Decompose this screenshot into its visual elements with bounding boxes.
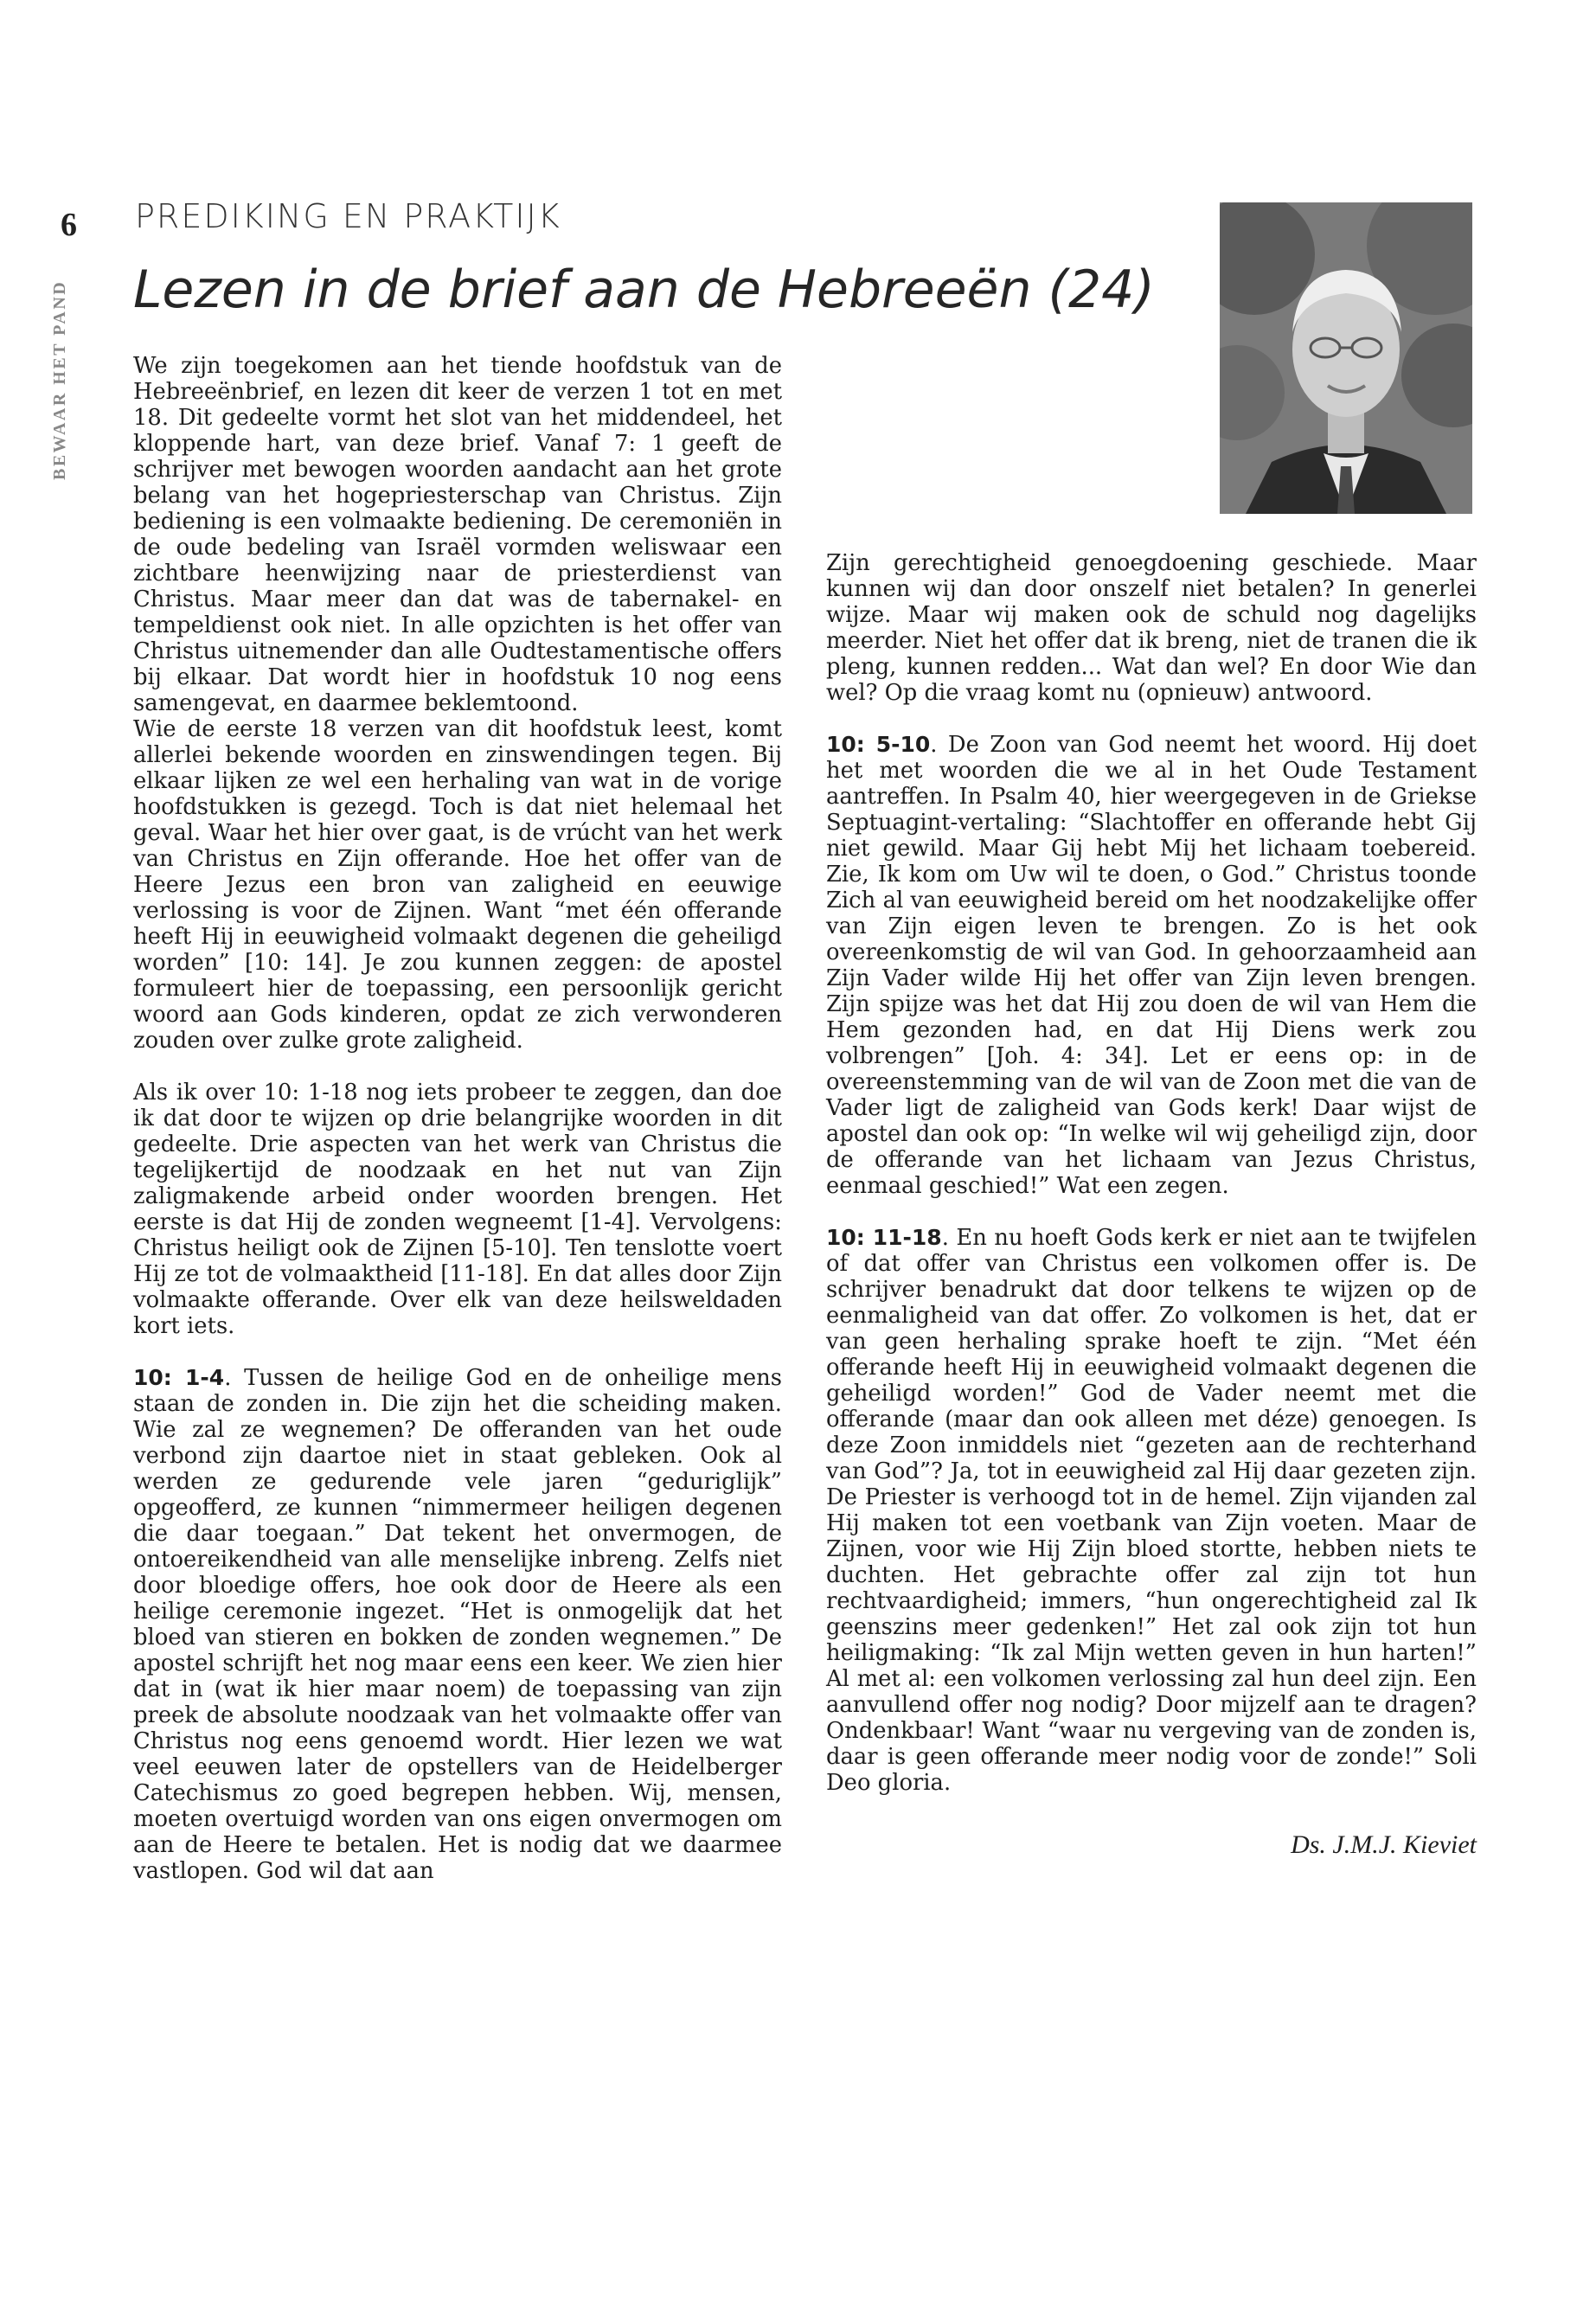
page-number: 6 — [61, 207, 77, 243]
paragraph — [133, 1365, 782, 1884]
paragraph — [826, 732, 1477, 1199]
paragraph-text: . Tussen de heilige God en de onheilige mens staan de zonden in. Die zijn het die scheiding maken. Wie zal ze wegnemen? De offeranden van het oude verbond zijn daartoe niet in staat gebleken. Ook al werden ze gedurende vele jaren “geduriglijk” opgeofferd, ze kunnen “nimmermeer heiligen degenen die daar toegaan.” Dat tekent het onvermogen, de ontoereikendheid van alle menselijke inbreng. Zelfs niet door bloedige offers, hoe ook door de Heere als een heilige ceremonie ingezet. “Het is onmogelijk dat het bloed van stieren en bokken de zonden wegnemen.” De apostel schrijft het nog maar eens een keer. We zien hier dat in (wat ik hier maar noem) de toepassing van zijn preek de absolute noodzaak van het volmaakte offer van Christus nog eens genoemd wordt. Hier lezen we wat veel eeuwen later de opstellers van de Heidelberger Catechismus zo goed begrepen hebben. Wij, mensen, moeten overtuigd worden van ons eigen onvermogen om aan de Heere te betalen. Het is nodig dat we daarmee vastlopen. God wil dat aan — [133, 1365, 782, 1884]
author-signature: Ds. J.M.J. Kieviet — [1291, 1830, 1477, 1859]
paragraph: Zijn gerechtigheid genoegdoening geschiede. Maar kunnen wij dan door onszelf niet betalen? In generlei wijze. Maar wij maken ook de schuld nog dagelijks meerder. Niet het offer dat ik breng, niet de tranen die ik pleng, kunnen redden... Wat dan wel? En door Wie dan wel? Op die vraag komt nu (opnieuw) antwoord. — [826, 550, 1477, 706]
left-column — [133, 353, 782, 1884]
paragraph: Als ik over 10: 1-18 nog iets probeer te zeggen, dan doe ik dat door te wijzen op drie belangrijke woorden in dit gedeelte. Drie aspecten van het werk van Christus die tegelijkertijd de noodzaak en het nut van Zijn zaligmakende arbeid onder woorden brengen. Het eerste is dat Hij de zonden wegneemt [1-4]. Vervolgens: Christus heiligt ook de Zijnen [5-10]. Ten tenslotte voert Hij ze tot de volmaaktheid [11-18]. En dat alles door Zijn volmaakte offerande. Over elk van deze heilsweldaden kort iets. — [133, 1080, 782, 1339]
vertical-label: BEWAAR HET PAND — [50, 279, 69, 480]
right-column — [826, 550, 1477, 1858]
section-heading: PREDIKING EN PRAKTIJK — [135, 197, 561, 235]
article-title: Lezen in de brief aan de Hebreeën (24) — [133, 260, 1155, 320]
verse-reference: 10: 5-10 — [826, 732, 931, 757]
paragraph: Wie de eerste 18 verzen van dit hoofdstuk leest, komt allerlei bekende woorden en zinswendingen tegen. Bij elkaar lijken ze wel een herhaling van wat in de vorige hoofdstukken is gezegd. Toch is dat niet helemaal het geval. Waar het hier over gaat, is de vrúcht van het werk van Christus en Zijn offerande. Hoe het offer van de Heere Jezus een bron van zaligheid en eeuwige verlossing is voor de Zijnen. Want “met één offerande heeft Hij in eeuwigheid volmaakt degenen die geheiligd worden” [10: 14]. Je zou kunnen zeggen: de apostel formuleert hier de toepassing, een persoonlijk gericht woord aan Gods kinderen, opdat ze zich verwonderen zouden over zulke grote zaligheid. — [133, 716, 782, 1054]
verse-reference: 10: 1-4 — [133, 1365, 225, 1390]
verse-reference: 10: 11-18 — [826, 1225, 942, 1250]
portrait-photo-icon — [1220, 202, 1472, 514]
paragraph-text: . De Zoon van God neemt het woord. Hij doet het met woorden die we al in het Oude Testament aantreffen. In Psalm 40, hier weergegeven in de Griekse Septuagint-vertaling: “Slachtoffer en offerande hebt Gij niet gewild. Maar Gij hebt Mij het lichaam toebereid. Zie, Ik kom om Uw wil te doen, o God.” Christus toonde Zich al van eeuwigheid bereid om het noodzakelijke offer van Zijn eigen leven te brengen. Zo is het ook overeenkomstig de wil van God. In gehoorzaamheid aan Zijn Vader wilde Hij het offer van Zijn leven brengen. Zijn spijze was het dat Hij zou doen de wil van Hem die Hem gezonden had, en dat Hij Diens werk zou volbrengen” [Joh. 4: 34]. Let er eens op: in de overeenstemming van de wil van de Zoon met die van de Vader ligt de zaligheid van Gods kerk! Daar wijst de apostel dan ook op: “In welke wil wij geheiligd zijn, door de offerande van het lichaam van Jezus Christus, eenmaal geschied!” Wat een zegen. — [826, 732, 1477, 1199]
paragraph: We zijn toegekomen aan het tiende hoofdstuk van de Hebreeënbrief, en lezen dit keer de verzen 1 tot en met 18. Dit gedeelte vormt het slot van het middendeel, het kloppende hart, van deze brief. Vanaf 7: 1 geeft de schrijver met bewogen woorden aandacht aan het grote belang van het hogepriesterschap van Christus. Zijn bediening is een volmaakte bediening. De ceremoniën in de oude bedeling van Israël vormden weliswaar een zichtbare heenwijzing naar de priesterdienst van Christus. Maar meer dan dat was de tabernakel- en tempeldienst ook niet. In alle opzichten is het offer van Christus uitnemender dan alle Oudtestamentische offers bij elkaar. Dat wordt hier in hoofdstuk 10 nog eens samengevat, en daarmee beklemtoond. — [133, 353, 782, 716]
paragraph-text: . En nu hoeft Gods kerk er niet aan te twijfelen of dat offer van Christus een volkomen offer is. De schrijver benadrukt dat door telkens te wijzen op de eenmaligheid van dat offer. Zo volkomen is het, dat er van geen herhaling sprake hoeft te zijn. “Met één offerande heeft Hij in eeuwigheid volmaakt degenen die geheiligd worden!” God de Vader neemt met die offerande (maar dan ook alleen met déze) genoegen. Is deze Zoon inmiddels niet “gezeten aan de rechterhand van God”? Ja, tot in eeuwigheid zal Hij daar gezeten zijn. De Priester is verhoogd tot in de hemel. Zijn vijanden zal Hij maken tot een voetbank van Zijn voeten. Maar de Zijnen, voor wie Hij Zijn bloed stortte, hebben niets te duchten. Het gebrachte offer zal zijn tot hun rechtvaardigheid; immers, “hun ongerechtigheid zal Ik geenszins meer gedenken!” Het zal ook zijn tot hun heiligmaking: “Ik zal Mijn wetten geven in hun harten!” Al met al: een volkomen verlossing zal hun deel zijn. Een aanvullend offer nog nodig? Door mijzelf aan te dragen? Ondenkbaar! Want “waar nu vergeving van de zonden is, daar is geen offerande meer nodig voor de zonde!” Soli Deo gloria. — [826, 1225, 1477, 1796]
portrait-photo — [1220, 202, 1472, 514]
paragraph — [826, 1225, 1477, 1796]
